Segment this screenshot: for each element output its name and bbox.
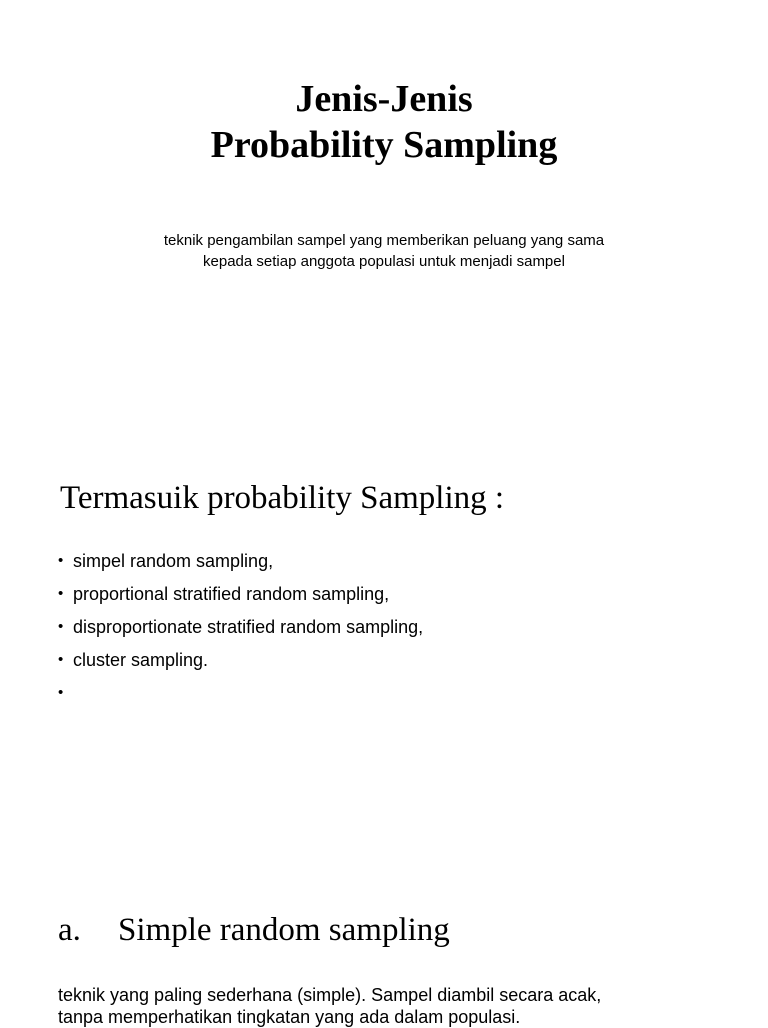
slide-simple-random [0, 870, 768, 1027]
bullet-icon: • [58, 618, 64, 635]
list-item [58, 649, 423, 682]
list-item [58, 550, 423, 583]
heading-text: Simple random sampling [118, 912, 450, 948]
slide-title-heading [0, 76, 768, 168]
subtitle-line-2: kepada setiap anggota populasi untuk menjadi sampel [203, 253, 565, 270]
list-item [58, 583, 423, 616]
slide-types-list [0, 420, 768, 870]
list-item-text: cluster sampling. [73, 650, 209, 670]
list-item [58, 682, 423, 715]
body-line-2: tanpa memperhatikan tingkatan yang ada dalam populasi. [58, 1007, 521, 1027]
bullet-icon: • [58, 552, 64, 569]
list-item [58, 616, 423, 649]
body-line-1: teknik yang paling sederhana (simple). Sampel diambil secara acak, [58, 985, 602, 1005]
types-bullet-list [58, 550, 423, 715]
simple-random-heading [58, 910, 450, 950]
subtitle-line-1: teknik pengambilan sampel yang memberikan peluang yang sama [163, 232, 605, 249]
types-heading: Termasuik probability Sampling : [60, 480, 505, 516]
bullet-icon: • [58, 684, 64, 701]
slide-title [0, 0, 768, 420]
slide-subtitle [0, 230, 768, 272]
list-item-text: proportional stratified random sampling, [73, 584, 390, 604]
bullet-icon: • [58, 585, 64, 602]
bullet-icon: • [58, 651, 64, 668]
heading-letter: a. [58, 912, 81, 948]
list-item-text: disproportionate stratified random sampling, [73, 617, 424, 637]
list-item-text: simpel random sampling, [73, 551, 274, 571]
title-line-2: Probability Sampling [210, 124, 558, 166]
simple-random-description [58, 984, 601, 1028]
title-line-1: Jenis-Jenis [295, 78, 473, 120]
